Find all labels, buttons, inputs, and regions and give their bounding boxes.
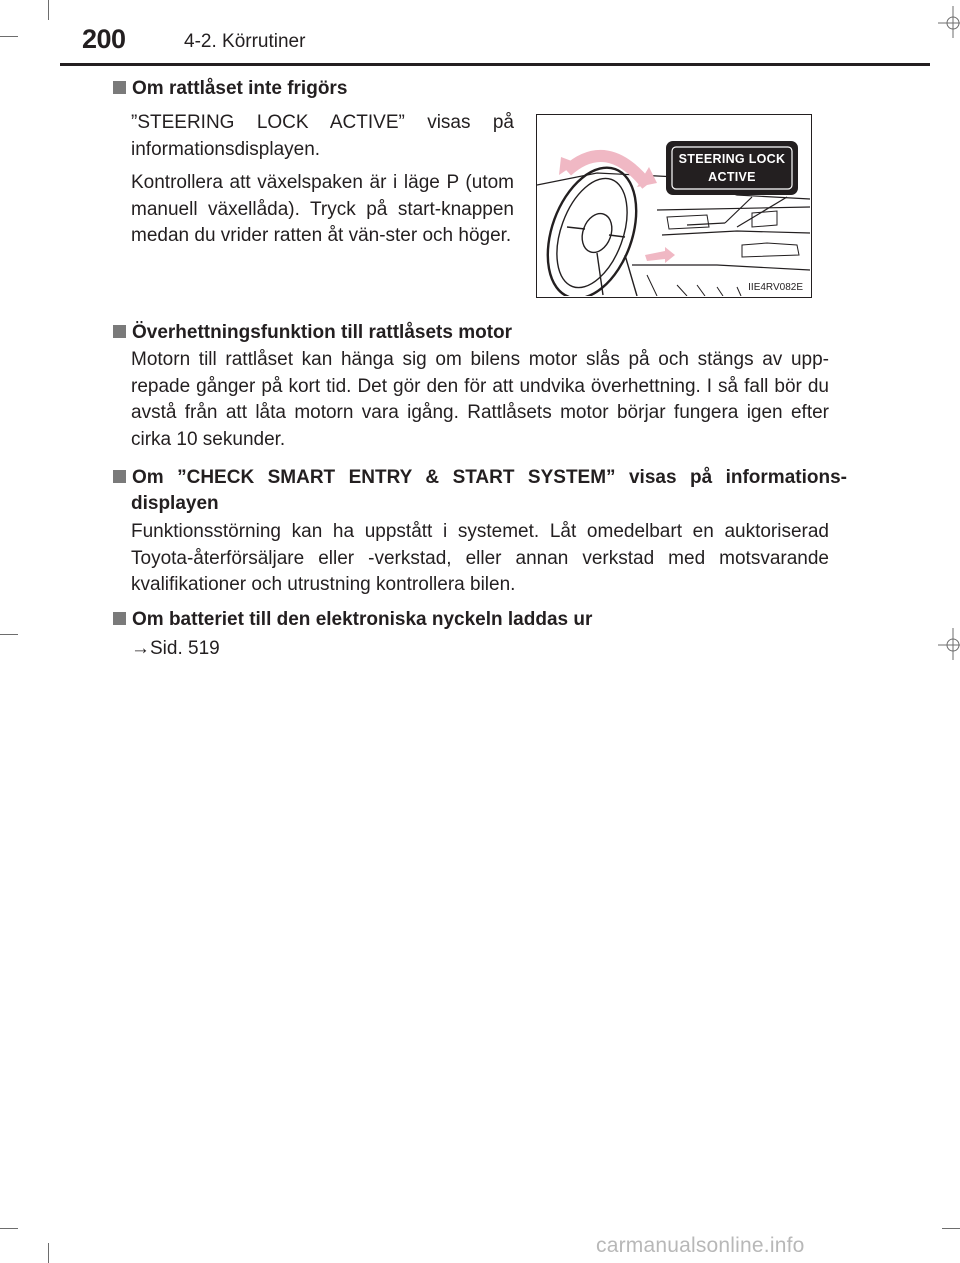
crop-mark <box>48 0 49 20</box>
section-heading-text: Om rattlåset inte frigörs <box>132 78 348 99</box>
display-text-line: STEERING LOCK <box>678 152 786 166</box>
crop-mark <box>0 634 18 635</box>
header-divider <box>60 63 930 66</box>
steering-wheel-icon <box>537 115 810 296</box>
watermark: carmanualsonline.info <box>596 1234 805 1257</box>
figure-code: IIE4RV082E <box>748 282 803 293</box>
section-heading <box>113 76 347 102</box>
section-heading-text: Om batteriet till den elektroniska nyckeln laddas ur <box>132 609 593 630</box>
steering-lock-illustration <box>536 114 812 298</box>
display-text-line: ACTIVE <box>708 170 756 184</box>
paragraph: Funktionsstörning kan ha uppstått i systemet. Låt omedelbart en auktoriserad Toyota-återförsäljare eller -verkstad, eller annan verkstad med motsvarande kvalifikationer och utrustning kontrollera bilen. <box>131 521 829 595</box>
page-reference-link[interactable]: →Sid. 519 <box>131 638 220 659</box>
section-heading <box>113 607 592 633</box>
square-bullet-icon <box>113 325 126 338</box>
crop-mark <box>0 1228 18 1229</box>
paragraph: Motorn till rattlåset kan hänga sig om bilens motor slås på och stängs av upp-repade gånger på kort tid. Det gör den för att undvika överhettning. I så fall bör du avstå från att låta motorn vara igång. Rattlåsets motor börjar fungera igen efter cirka 10 sekunder. <box>131 349 829 450</box>
crop-mark <box>48 1243 49 1263</box>
paragraph: Kontrollera att växelspaken är i läge P (utom manuell växellåda). Tryck på start-knappen medan du vrider ratten åt vän-ster och höger. <box>131 172 514 246</box>
section-heading-text: Om ”CHECK SMART ENTRY & START SYSTEM” visas på informations-displayen <box>131 467 847 514</box>
square-bullet-icon <box>113 470 126 483</box>
page-number: 200 <box>82 24 126 54</box>
square-bullet-icon <box>113 81 126 94</box>
section-heading <box>113 465 847 517</box>
chapter-title: 4-2. Körrutiner <box>184 31 306 52</box>
registration-mark-icon <box>938 628 960 660</box>
registration-mark-icon <box>938 6 960 38</box>
section-heading <box>113 320 512 346</box>
crop-mark <box>0 36 18 37</box>
section-heading-text: Överhettningsfunktion till rattlåsets motor <box>132 322 513 343</box>
paragraph: ”STEERING LOCK ACTIVE” visas på informationsdisplayen. <box>131 112 514 160</box>
crop-mark <box>942 1228 960 1229</box>
square-bullet-icon <box>113 612 126 625</box>
